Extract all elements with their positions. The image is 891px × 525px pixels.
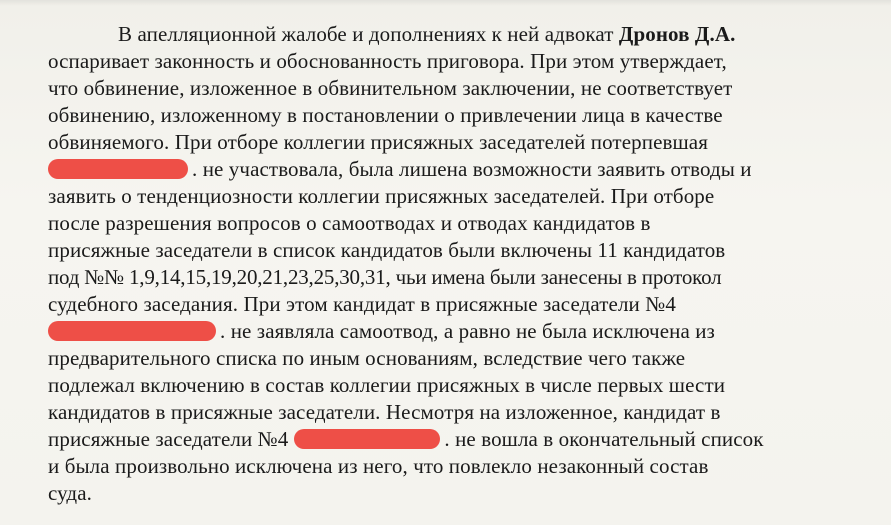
advocate-name: Дронов Д.А.	[613, 22, 736, 46]
line-17-text: и была произвольно исключена из него, что повлекло незаконный состав	[48, 454, 709, 478]
redaction-mark	[294, 429, 440, 449]
line-2-text: оспаривает законность и обоснованность приговора. При этом утверждает,	[48, 49, 727, 73]
text-line-15	[48, 399, 721, 425]
text-line-6	[48, 156, 752, 182]
text-line-16	[48, 426, 764, 452]
text-line-2	[48, 48, 727, 74]
line-11-text: судебного заседания. При этом кандидат в присяжные заседатели №4	[48, 292, 676, 316]
text-line-9	[48, 237, 725, 263]
text-line-18	[48, 480, 92, 506]
page-shadow	[0, 0, 891, 6]
line-16-prefix: присяжные заседатели №4	[48, 427, 289, 451]
line-7-text: заявить о тенденциозности коллегии присяжных заседателей. При отборе	[48, 184, 715, 208]
text-line-10	[48, 264, 721, 290]
redaction-mark	[48, 321, 216, 341]
redaction-mark	[48, 159, 188, 179]
line-15-text: кандидатов в присяжные заседатели. Несмотря на изложенное, кандидат в	[48, 400, 721, 424]
text-line-3	[48, 75, 732, 101]
text-line-17	[48, 453, 709, 479]
line-10-text: под №№ 1,9,14,15,19,20,21,23,25,30,31, чьи имена были занесены в протокол	[48, 265, 722, 289]
line-18-text: суда.	[48, 481, 92, 505]
text-line-7	[48, 183, 714, 209]
text-line-1	[118, 21, 735, 47]
line-1-text: В апелляционной жалобе и дополнениях к ней адвокат	[118, 22, 614, 46]
line-3-text: что обвинение, изложенное в обвинительном заключении, не соответствует	[48, 76, 733, 100]
text-line-13	[48, 345, 685, 371]
line-16-text: . не вошла в окончательный список	[444, 427, 764, 451]
text-line-4	[48, 102, 723, 128]
line-12-text: . не заявляла самоотвод, а равно не была исключена из	[220, 319, 715, 343]
text-line-5	[48, 129, 708, 155]
line-8-text: после разрешения вопросов о самоотводах и отводах кандидатов в	[48, 211, 651, 235]
text-line-14	[48, 372, 725, 398]
line-4-text: обвинению, изложенному в постановлении о привлечении лица в качестве	[48, 103, 723, 127]
line-14-text: подлежал включению в состав коллегии присяжных в числе первых шести	[48, 373, 726, 397]
line-5-text: обвиняемого. При отборе коллегии присяжных заседателей потерпевшая	[48, 130, 708, 154]
line-13-text: предварительного списка по иным основаниям, вследствие чего также	[48, 346, 686, 370]
text-line-12	[48, 318, 715, 344]
text-line-8	[48, 210, 651, 236]
line-6-text: . не участвовала, была лишена возможности заявить отводы и	[192, 157, 752, 181]
text-line-11	[48, 291, 676, 317]
line-9-text: присяжные заседатели в список кандидатов были включены 11 кандидатов	[48, 238, 726, 262]
